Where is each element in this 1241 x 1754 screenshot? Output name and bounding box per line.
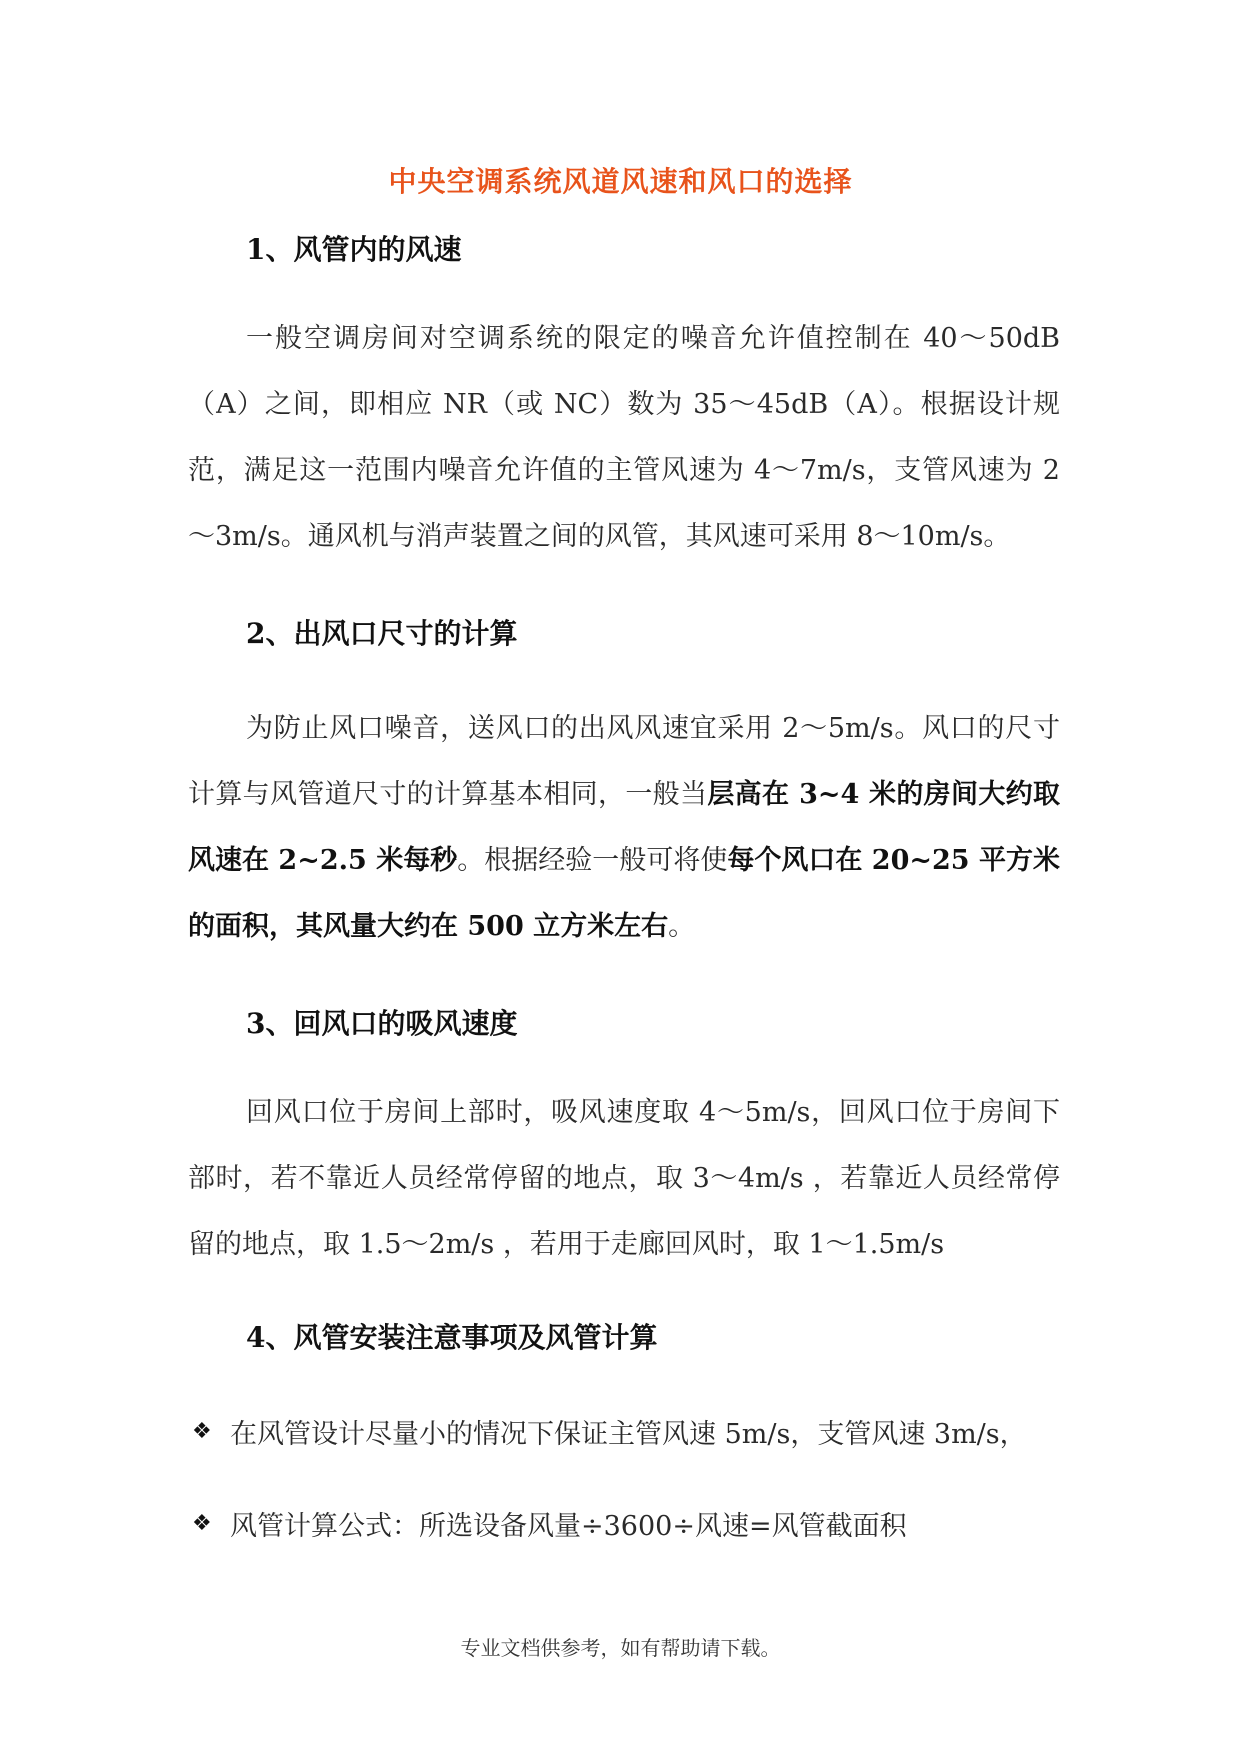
section-2-heading: 2、出风口尺寸的计算	[246, 617, 518, 650]
section-4-heading: 4、风管安装注意事项及风管计算	[246, 1321, 658, 1354]
section-2-bold-b: 每个风口在 20~25 平方米的面积，其风量大约在 500 立方米左右	[188, 845, 1061, 942]
bullet-text: 在风管设计尽量小的情况下保证主管风速 5m/s，支管风速 3m/s，	[230, 1419, 1027, 1450]
section-2-text-a: 为防止风口噪音，送风口的出风风速宜采用 2～5m/s。风口的尺寸计算与风管道尺寸的计算基本相同，一般当	[188, 713, 1060, 810]
diamond-bullet-icon: ❖	[192, 1419, 212, 1444]
list-item	[192, 1504, 907, 1543]
list-item	[192, 1412, 1027, 1451]
section-1-heading: 1、风管内的风速	[246, 233, 462, 266]
section-3-paragraph: 回风口位于房间上部时，吸风速度取 4～5m/s，回风口位于房间下部时，若不靠近人员经常停留的地点，取 3～4m/s ，若靠近人员经常停留的地点，取 1.5～2m/s ，若用于走廊回风时，取 1～1.5m/s	[188, 1097, 1060, 1260]
diamond-bullet-icon: ❖	[192, 1511, 212, 1536]
section-2-text-c: 。	[668, 911, 696, 942]
section-2-bold-a: 层高在 3~4 米的房间大约取风速在 2~2.5 米每秒	[188, 779, 1061, 876]
section-1-paragraph: 一般空调房间对空调系统的限定的噪音允许值控制在 40～50dB（A）之间，即相应 NR（或 NC）数为 35～45dB（A）。根据设计规范，满足这一范围内噪音允许值的主管风速为 4～7m/s，支管风速为 2～3m/s。通风机与消声装置之间的风管，其风速可采用 8～10m/s。	[188, 323, 1060, 552]
section-3-heading: 3、回风口的吸风速度	[246, 1007, 518, 1040]
bullet-text: 风管计算公式：所选设备风量÷3600÷风速=风管截面积	[230, 1511, 907, 1542]
page-footer: 专业文档供参考，如有帮助请下载。	[460, 1636, 781, 1660]
document-title: 中央空调系统风道风速和风口的选择	[388, 165, 853, 198]
section-2-text-b: 。根据经验一般可将使	[457, 845, 728, 876]
section-2-paragraph	[188, 696, 1060, 960]
